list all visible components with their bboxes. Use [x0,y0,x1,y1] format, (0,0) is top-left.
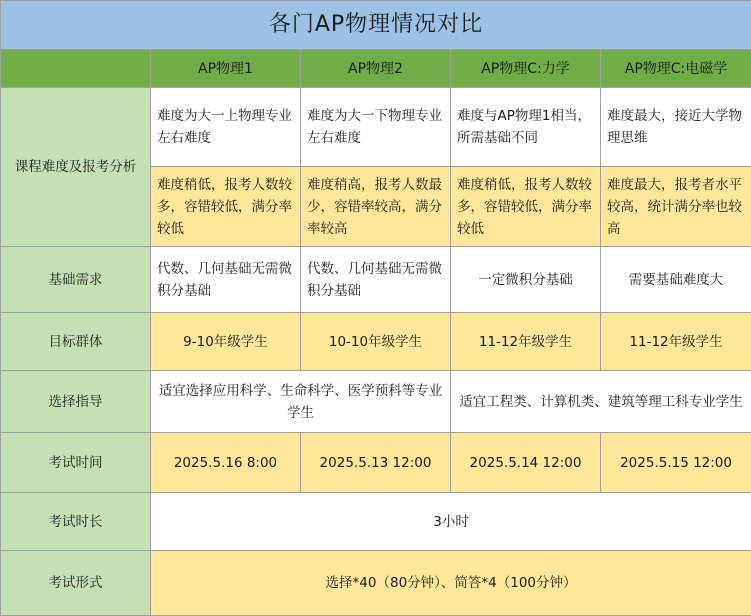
cell-target: 9-10年级学生 [151,313,301,371]
cell-duration: 3小时 [151,493,751,551]
cell-foundation: 一定微积分基础 [451,247,601,313]
table-row-difficulty-course [1,88,751,167]
cell-exam-analysis: 难度稍低，报考人数较多，容错较低，满分率较低 [151,167,301,247]
row-label-format: 考试形式 [1,551,151,616]
cell-exam-time: 2025.5.13 12:00 [301,433,451,493]
table-row-format [1,551,751,616]
row-label-difficulty: 课程难度及报考分析 [1,88,151,247]
header-ap-physics-1: AP物理1 [151,50,301,88]
header-corner [1,50,151,88]
cell-target: 11-12年级学生 [601,313,751,371]
row-label-exam-time: 考试时间 [1,433,151,493]
cell-course-difficulty: 难度为大一上物理专业左右难度 [151,88,301,167]
row-label-target: 目标群体 [1,313,151,371]
row-label-duration: 考试时长 [1,493,151,551]
cell-foundation-text: 代数、几何基础无需微积分基础 [157,258,294,302]
table-row-foundation [1,247,751,313]
header-ap-physics-2: AP物理2 [301,50,451,88]
row-label-guide: 选择指导 [1,371,151,433]
cell-format: 选择*40（80分钟）、简答*4（100分钟） [151,551,751,616]
cell-foundation-text: 代数、几何基础无需微积分基础 [307,258,444,302]
table-row-guide [1,371,751,433]
cell-exam-analysis: 难度最大，报考者水平较高，统计满分率也较高 [601,167,751,247]
table-row-exam-time [1,433,751,493]
cell-foundation [151,247,301,313]
page-title: 各门AP物理情况对比 [1,1,751,50]
cell-exam-time: 2025.5.16 8:00 [151,433,301,493]
cell-exam-analysis: 难度稍高，报考人数最少，容错率较高，满分率较高 [301,167,451,247]
cell-target: 10-10年级学生 [301,313,451,371]
cell-exam-analysis: 难度稍低，报考人数较多，容错较低，满分率较低 [451,167,601,247]
cell-target: 11-12年级学生 [451,313,601,371]
header-ap-physics-c-em: AP物理C:电磁学 [601,50,751,88]
cell-exam-time: 2025.5.15 12:00 [601,433,751,493]
cell-foundation: 需要基础难度大 [601,247,751,313]
cell-foundation [301,247,451,313]
row-label-foundation: 基础需求 [1,247,151,313]
table-row-target [1,313,751,371]
cell-exam-time: 2025.5.14 12:00 [451,433,601,493]
cell-course-difficulty: 难度最大，接近大学物理思维 [601,88,751,167]
header-ap-physics-c-mechanics: AP物理C:力学 [451,50,601,88]
cell-course-difficulty: 难度与AP物理1相当，所需基础不同 [451,88,601,167]
table-row-duration [1,493,751,551]
header-row [1,50,751,88]
cell-guide-physics-1-2: 适宜选择应用科学、生命科学、医学预科等专业学生 [151,371,451,433]
cell-course-difficulty: 难度为大一下物理专业左右难度 [301,88,451,167]
cell-guide-physics-c: 适宜工程类、计算机类、建筑等理工科专业学生 [451,371,751,433]
title-row [1,1,751,50]
